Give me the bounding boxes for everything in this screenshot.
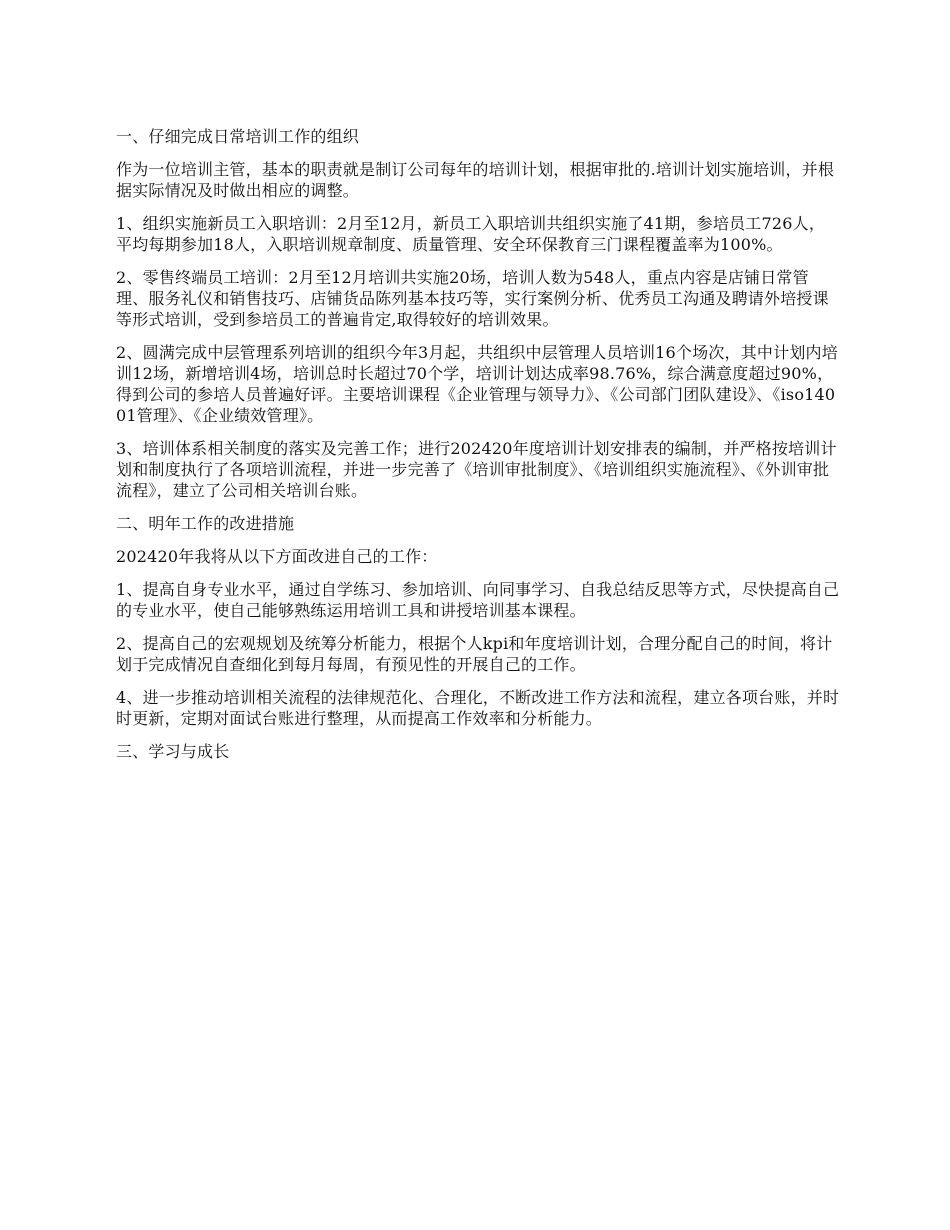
section-heading-2: 二、明年工作的改进措施 xyxy=(116,514,295,533)
section-heading-1: 一、仔细完成日常培训工作的组织 xyxy=(116,127,360,146)
document-body xyxy=(116,126,840,774)
section-heading-3: 三、学习与成长 xyxy=(116,742,230,761)
improvement-item-planning: 2、提高自己的宏观规划及统筹分析能力，根据个人kpi和年度培训计划，合理分配自己的时间，将计划于完成情况自查细化到每月每周，有预见性的开展自己的工作。 xyxy=(116,634,833,674)
improvement-intro: 202420年我将从以下方面改进自己的工作： xyxy=(116,547,438,566)
item-training-system: 3、培训体系相关制度的落实及完善工作；进行202420年度培训计划安排表的编制，并严格按培训计划和制度执行了各项培训流程，并进一步完善了《培训审批制度》、《培训组织实施流程》、《外训审批流程》，建立了公司相关培训台账。 xyxy=(116,439,837,500)
improvement-item-professional: 1、提高自身专业水平，通过自学练习、参加培训、向同事学习、自我总结反思等方式，尽快提高自己的专业水平，使自己能够熟练运用培训工具和讲授培训基本课程。 xyxy=(116,580,840,620)
item-middle-management-training: 2、圆满完成中层管理系列培训的组织今年3月起，共组织中层管理人员培训16个场次，其中计划内培训12场，新增培训4场，培训总时长超过70个学，培训计划达成率98.76%，综合满意度超过90%，得到公司的参培人员普遍好评。主要培训课程《企业管理与领导力》、《公司部门团队建设》、《iso14001管理》、《企业绩效管理》。 xyxy=(116,343,838,425)
intro-paragraph: 作为一位培训主管，基本的职责就是制订公司每年的培训计划，根据审批的.培训计划实施培训，并根据实际情况及时做出相应的调整。 xyxy=(116,160,835,200)
improvement-item-process: 4、进一步推动培训相关流程的法律规范化、合理化，不断改进工作方法和流程，建立各项台账，并时时更新，定期对面试台账进行整理，从而提高工作效率和分析能力。 xyxy=(116,688,840,728)
item-retail-staff-training: 2、零售终端员工培训：2月至12月培训共实施20场，培训人数为548人，重点内容是店铺日常管理、服务礼仪和销售技巧、店铺货品陈列基本技巧等，实行案例分析、优秀员工沟通及聘请外培授课等形式培训，受到参培员工的普遍肯定,取得较好的培训效果。 xyxy=(116,268,829,329)
item-new-employee-training: 1、组织实施新员工入职培训：2月至12月，新员工入职培训共组织实施了41期，参培员工726人，平均每期参加18人，入职培训规章制度、质量管理、安全环保教育三门课程覆盖率为100%。 xyxy=(116,214,826,254)
